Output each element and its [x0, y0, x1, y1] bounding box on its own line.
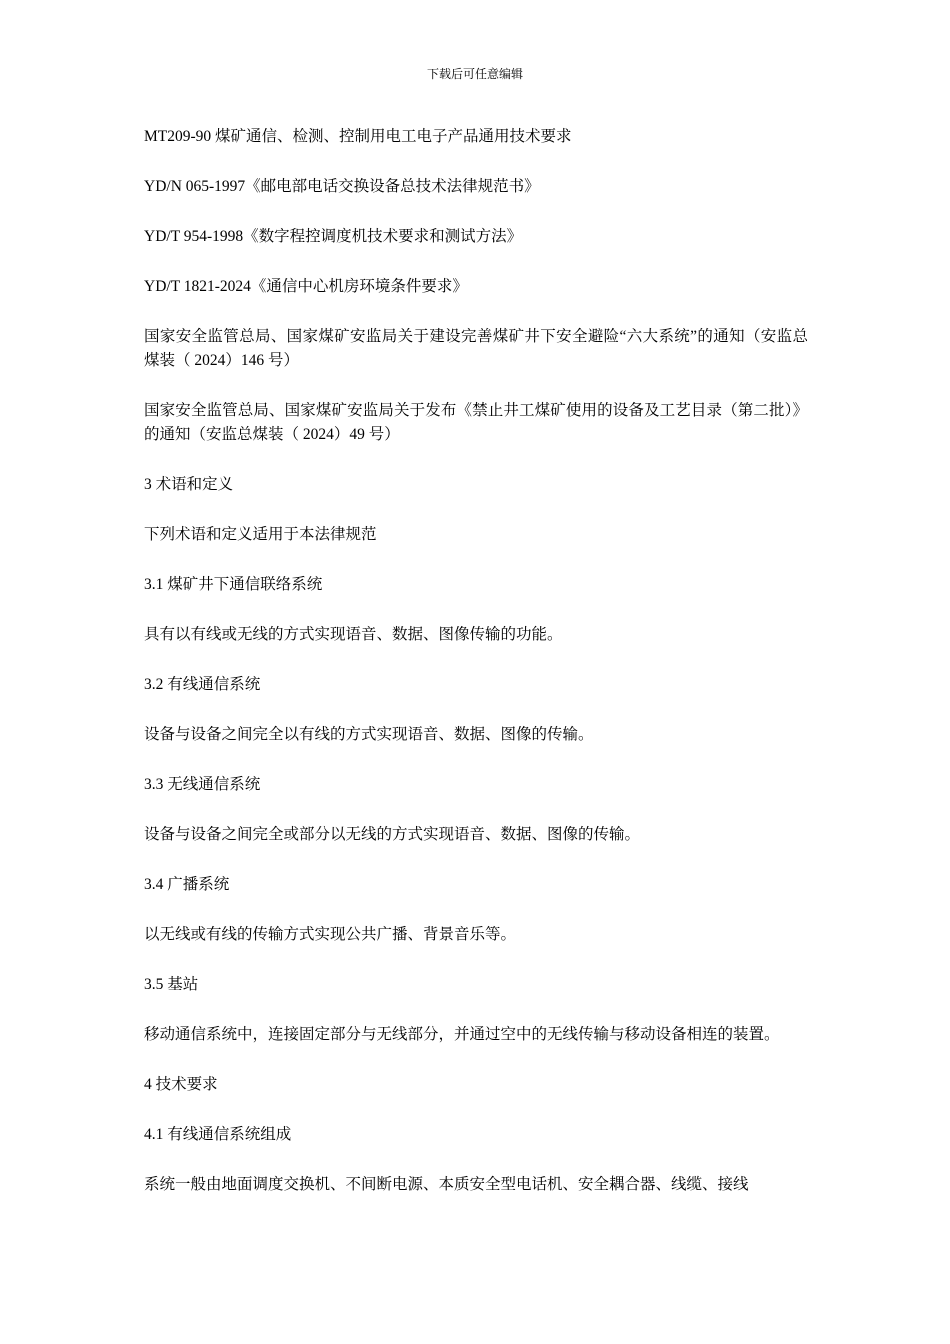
paragraph-terms-intro: 下列术语和定义适用于本法律规范	[144, 526, 377, 543]
paragraph-standard-ydt954: YD/T 954-1998《数字程控调度机技术要求和测试方法》	[144, 228, 523, 245]
page-header: 下载后可任意编辑	[426, 67, 523, 81]
paragraph-standard-mt209: MT209-90 煤矿通信、检测、控制用电工电子产品通用技术要求	[144, 128, 572, 145]
paragraph-system-composition: 系统一般由地面调度交换机、不间断电源、本质安全型电话机、安全耦合器、线缆、接线	[144, 1176, 749, 1193]
paragraph-definition-3-4: 以无线或有线的传输方式实现公共广播、背景音乐等。	[144, 926, 517, 943]
paragraph-definition-3-2: 设备与设备之间完全以有线的方式实现语音、数据、图像的传输。	[144, 726, 594, 743]
subsection-heading-3-5: 3.5 基站	[144, 976, 199, 993]
subsection-heading-3-1: 3.1 煤矿井下通信联络系统	[144, 576, 323, 593]
paragraph-definition-3-5: 移动通信系统中，连接固定部分与无线部分，并通过空中的无线传输与移动设备相连的装置。	[144, 1026, 780, 1043]
subsection-heading-3-3: 3.3 无线通信系统	[144, 776, 261, 793]
paragraph-notice-six-systems: 国家安全监管总局、国家煤矿安监局关于建设完善煤矿井下安全避险“六大系统”的通知（安监总煤装（ 2024）146 号）	[144, 328, 808, 369]
section-heading-3: 3 术语和定义	[144, 476, 234, 493]
paragraph-definition-3-3: 设备与设备之间完全或部分以无线的方式实现语音、数据、图像的传输。	[144, 826, 641, 843]
subsection-heading-3-2: 3.2 有线通信系统	[144, 676, 261, 693]
section-heading-4: 4 技术要求	[144, 1076, 218, 1093]
paragraph-definition-3-1: 具有以有线或无线的方式实现语音、数据、图像传输的功能。	[144, 626, 563, 643]
subsection-heading-3-4: 3.4 广播系统	[144, 876, 230, 893]
paragraph-notice-prohibited-equipment: 国家安全监管总局、国家煤矿安监局关于发布《禁止井工煤矿使用的设备及工艺目录（第二批）》的通知（安监总煤装（ 2024）49 号）	[144, 402, 808, 443]
paragraph-standard-ydn065: YD/N 065-1997《邮电部电话交换设备总技术法律规范书》	[144, 178, 540, 195]
subsection-heading-4-1: 4.1 有线通信系统组成	[144, 1126, 292, 1143]
paragraph-standard-ydt1821: YD/T 1821-2024《通信中心机房环境条件要求》	[144, 278, 468, 295]
document-body	[144, 125, 808, 1223]
